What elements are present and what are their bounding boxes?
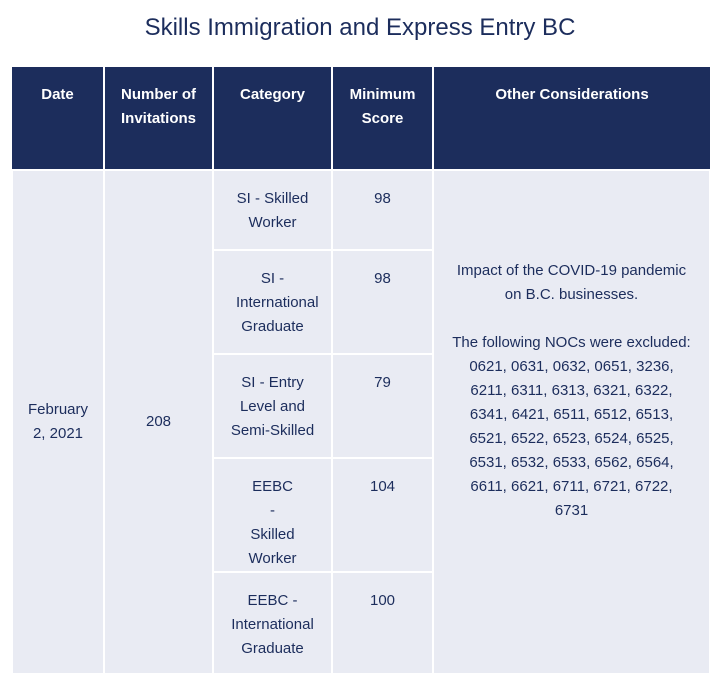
date-value: February 2, 2021 <box>27 401 89 442</box>
score-value: 98 <box>374 190 391 207</box>
header-date: Date <box>12 67 104 170</box>
category-value: SI - Entry Level and Semi-Skilled <box>230 374 315 439</box>
score-value: 79 <box>374 374 391 391</box>
category-value: EEBC - Skilled Worker <box>248 478 297 567</box>
excluded-nocs-note: The following NOCs were excluded: 0621, 0631, 0632, 0651, 3236, 6211, 6311, 6313, 6321, 6322, 6341, 6421, 6511, 6512, 6513, 6521, 6522, 6523, 6524, 6525, 6531, 6532, 6533, 6562, 6564, 6611, 6621, 6711, 6721, 6722, 6731 <box>452 334 691 519</box>
date-cell <box>12 170 104 674</box>
category-cell <box>213 458 332 572</box>
invitations-cell <box>104 170 213 674</box>
table-row <box>12 170 710 250</box>
draw-results-table <box>11 67 711 675</box>
header-minimum-score <box>332 67 433 170</box>
header-invitations <box>104 67 213 170</box>
score-cell <box>332 250 433 354</box>
header-category: Category <box>213 67 332 170</box>
category-cell <box>213 572 332 674</box>
other-considerations-cell <box>433 170 710 674</box>
score-cell <box>332 572 433 674</box>
category-value: SI - Skilled Worker <box>236 190 309 231</box>
header-invitations-label: Number of Invitations <box>120 86 196 127</box>
category-cell <box>213 354 332 458</box>
score-cell <box>332 354 433 458</box>
page-title: Skills Immigration and Express Entry BC <box>144 14 576 41</box>
table-header-row <box>12 67 710 170</box>
score-value: 104 <box>369 478 396 495</box>
invitations-value: 208 <box>145 413 172 430</box>
category-value: EEBC - International Graduate <box>231 592 314 657</box>
header-other-considerations: Other Considerations <box>433 67 710 170</box>
score-cell <box>332 458 433 572</box>
score-value: 98 <box>374 270 391 287</box>
score-value: 100 <box>369 592 396 609</box>
category-cell <box>213 170 332 250</box>
category-cell <box>213 250 332 354</box>
score-cell <box>332 170 433 250</box>
covid-impact-note: Impact of the COVID-19 pandemic on B.C. businesses. <box>456 262 687 303</box>
category-value: SI - International Graduate <box>236 270 319 335</box>
header-minimum-score-label: Minimum Score <box>349 86 416 127</box>
